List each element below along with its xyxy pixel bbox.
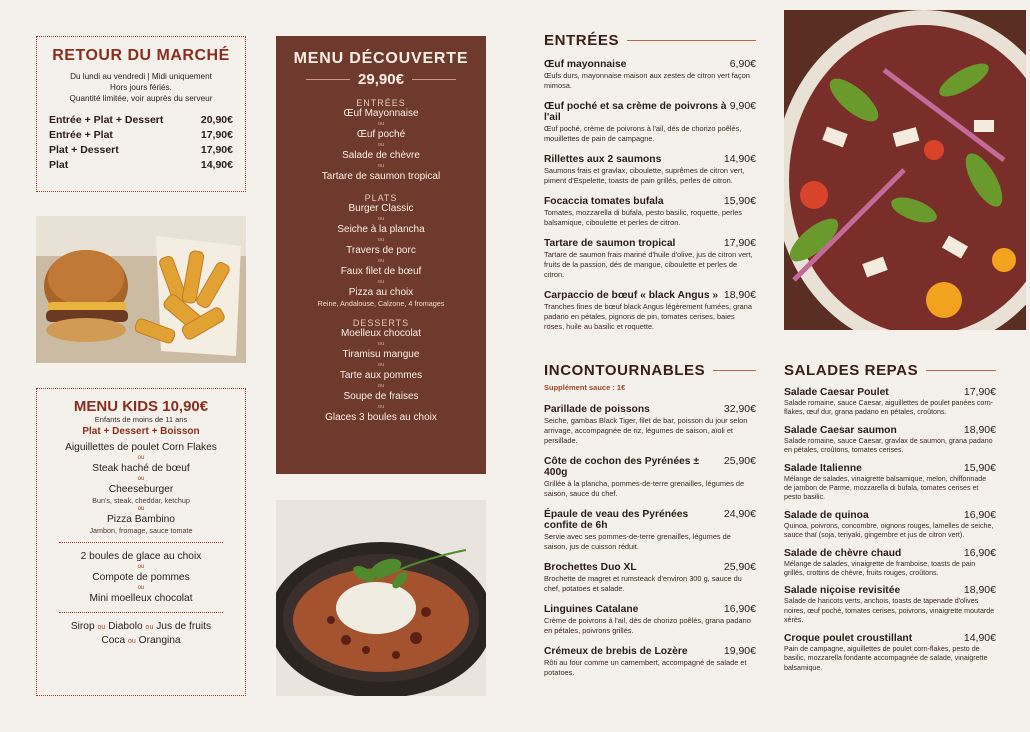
entry-price: 9,90€ <box>729 100 756 112</box>
entry-desc: Œufs durs, mayonnaise maison aux zestes de citron vert façon mimosa. <box>544 71 750 90</box>
entry-name: Œuf mayonnaise <box>544 59 627 70</box>
entry-name: Tartare de saumon tropical <box>544 238 676 249</box>
entry-name: Salade de quinoa <box>784 509 869 521</box>
entry-name: Rillettes aux 2 saumons <box>544 154 662 165</box>
retour-row-price: 17,90€ <box>200 144 233 156</box>
entry-price: 17,90€ <box>963 386 996 398</box>
retour-conditions <box>49 71 233 104</box>
ou-separator: ou <box>137 564 145 570</box>
entry-price: 25,90€ <box>723 561 756 573</box>
entry-price: 18,90€ <box>963 423 996 436</box>
kids-main: Cheeseburger <box>108 484 174 495</box>
entry-desc: Pain de campagne, aiguillettes de poulet corn-flakes, pesto de basilic, mozzarella fondante accompagnée de salade, vinaigrette balsamique. <box>784 644 988 672</box>
ou-separator: ou <box>137 506 145 512</box>
retour-row-price: 14,90€ <box>200 159 233 171</box>
ou-separator: ou <box>377 237 385 243</box>
menu-entry <box>544 645 756 678</box>
retour-du-marche-box <box>36 36 246 192</box>
ou-separator: ou <box>377 258 385 264</box>
ou-separator: ou <box>137 476 145 482</box>
ou-separator: ou <box>377 216 385 222</box>
entry-price: 24,90€ <box>723 508 756 520</box>
menu-entry <box>544 455 756 499</box>
entry-name: Crémeux de brebis de Lozère <box>544 646 688 657</box>
decouverte-price: 29,90€ <box>358 71 404 88</box>
ou-separator: ou <box>377 142 385 148</box>
decouverte-item: Tiramisu mangue <box>342 349 420 360</box>
menu-entry <box>784 386 996 418</box>
menu-entry <box>784 424 996 456</box>
decouverte-item: Soupe de fraises <box>343 391 419 402</box>
entry-name: Épaule de veau des Pyrénées confite de 6h <box>544 509 689 531</box>
entry-name: Salade niçoise revisitée <box>784 585 901 597</box>
retour-row-price: 17,90€ <box>200 129 233 141</box>
entry-name: Salade Italienne <box>784 462 862 474</box>
decorative-rule <box>306 79 350 80</box>
decouverte-section-plats: PLATS <box>364 193 398 203</box>
ou-separator: ou <box>137 455 145 461</box>
retour-row <box>49 113 233 128</box>
entry-name: Œuf poché et sa crème de poivrons à l'ail <box>544 101 727 123</box>
entry-name: Salade Caesar Poulet <box>784 387 889 398</box>
retour-row-label: Entrée + Plat + Dessert <box>49 114 164 126</box>
incontournables-list <box>544 403 756 687</box>
decouverte-item: Faux filet de bœuf <box>340 266 422 277</box>
kids-dessert: 2 boules de glace au choix <box>80 551 202 562</box>
decouverte-item: Œuf Mayonnaise <box>343 108 419 119</box>
entry-desc: Tartare de saumon frais mariné d'huile d'olive, jus de citron vert, fruits de la passion, dés de mangue, ciboulette et perles de citron. <box>544 250 753 279</box>
entry-price: 15,90€ <box>963 461 996 474</box>
menu-entry <box>544 403 756 446</box>
entry-price: 18,90€ <box>723 289 756 301</box>
kids-title: MENU KIDS 10,90€ <box>73 398 209 415</box>
menu-entry <box>544 58 756 91</box>
ou-separator: ou <box>377 279 385 285</box>
entrees-list <box>544 58 756 341</box>
decouverte-title: MENU DÉCOUVERTE <box>293 50 469 67</box>
entry-price: 32,90€ <box>723 403 756 415</box>
decouverte-item: Pizza au choix <box>348 287 414 298</box>
entry-price: 19,90€ <box>723 645 756 657</box>
decouverte-item: Tartare de saumon tropical <box>321 171 441 182</box>
heading-rule <box>713 370 756 371</box>
entry-desc: Grillée à la plancha, pommes-de-terre grenailles, légumes de saison, sauce du chef. <box>544 479 745 498</box>
menu-entry <box>544 153 756 186</box>
retour-line-1: Du lundi au vendredi | Midi uniquement <box>70 72 212 81</box>
entry-name: Carpaccio de bœuf « black Angus » <box>544 290 719 301</box>
retour-line-3: Quantité limitée, voir auprès du serveur <box>69 94 213 103</box>
entry-desc: Salade de haricots verts, anchois, toasts de tapenade d'olives noires, œuf poché, tomates cerises, poivrons, vinaigrette moutarde xérès. <box>784 597 995 625</box>
entry-price: 25,90€ <box>723 455 756 467</box>
entry-desc: Quinoa, poivrons, concombre, oignons rouges, lamelles de seiche, sauce thaï (soja, teriyaki, gingembre et jus de citron vert). <box>784 521 994 540</box>
entry-price: 17,90€ <box>723 237 756 249</box>
kids-drink: Orangina <box>138 635 181 646</box>
kids-main: Pizza Bambino <box>107 514 175 525</box>
decouverte-section-desserts: DESSERTS <box>352 318 410 328</box>
entry-name: Brochettes Duo XL <box>544 562 637 573</box>
kids-drink: Coca <box>101 635 126 646</box>
menu-entry <box>784 509 996 541</box>
salades-title: SALADES REPAS <box>784 362 919 379</box>
incontournables-title: INCONTOURNABLES <box>544 362 706 379</box>
entry-price: 14,90€ <box>963 631 996 644</box>
divider <box>59 542 223 543</box>
kids-drink: Sirop <box>70 621 95 632</box>
menu-entry <box>544 289 756 332</box>
kids-main-desc: Jambon, fromage, sauce tomate <box>89 526 193 535</box>
kids-drinks-line-2 <box>45 634 237 648</box>
menu-entry <box>784 632 996 673</box>
menu-entry <box>784 584 996 625</box>
entry-price: 15,90€ <box>723 195 756 207</box>
entry-desc: Brochette de magret et rumsteack d'environ 300 g, sauce du chef, potatoes et salade. <box>544 574 742 593</box>
retour-row <box>49 143 233 158</box>
decouverte-item: Salade de chèvre <box>342 150 420 161</box>
menu-entry <box>544 561 756 594</box>
retour-row-label: Plat <box>49 159 69 171</box>
entry-price: 16,90€ <box>963 546 996 559</box>
entry-name: Parillade de poissons <box>544 404 650 415</box>
incontournables-heading <box>544 362 756 379</box>
kids-drinks-line-1 <box>45 620 237 634</box>
divider <box>59 612 223 613</box>
ou-separator: ou <box>377 362 385 368</box>
decouverte-item: Seiche à la plancha <box>337 224 425 235</box>
entrees-heading <box>544 32 756 49</box>
ou-separator: ou <box>377 163 385 169</box>
decouverte-item: Burger Classic <box>348 203 414 214</box>
menu-entry <box>544 237 756 280</box>
salades-list <box>784 386 996 679</box>
heading-rule <box>926 370 996 371</box>
ou-separator: ou <box>377 121 385 127</box>
entry-name: Salade de chèvre chaud <box>784 547 902 559</box>
entry-name: Linguines Catalane <box>544 604 639 615</box>
kids-drink: Diabolo <box>108 621 143 632</box>
entry-desc: Mélange de salades, vinaigrette de framboise, toasts de pain grillés, crottins de chèvre, fruits rouges, croûtons. <box>784 559 976 578</box>
decouverte-price-row <box>286 71 476 88</box>
decouverte-item: Glaces 3 boules au choix <box>325 412 437 423</box>
menu-entry <box>784 462 996 503</box>
menu-entry <box>544 603 756 636</box>
retour-price-list <box>49 113 233 173</box>
ou-separator: ou <box>137 585 145 591</box>
kids-dessert: Mini moelleux chocolat <box>89 593 193 604</box>
kids-age: Enfants de moins de 11 ans <box>94 415 188 424</box>
entry-desc: Seiche, gambas Black Tiger, filet de bar, poisson du jour selon arrivage, accompagnée de riz, légumes de saison, aïoli et persillade. <box>544 416 748 445</box>
entry-price: 6,90€ <box>729 58 756 70</box>
ou-separator: ou <box>97 624 106 631</box>
ou-separator: ou <box>145 624 154 631</box>
kids-drink: Jus de fruits <box>156 621 212 632</box>
decorative-rule <box>412 79 456 80</box>
entry-price: 18,90€ <box>963 584 996 597</box>
entrees-title: ENTRÉES <box>544 32 620 49</box>
menu-entry <box>784 547 996 579</box>
carpaccio-salad-photo <box>784 10 1026 330</box>
retour-row-label: Plat + Dessert <box>49 144 119 156</box>
burger-fries-photo <box>36 216 246 363</box>
kids-main-desc: Bun's, steak, cheddar, ketchup <box>92 496 190 505</box>
entry-desc: Tranches fines de bœuf black Angus légèrement fumées, grana padano en pétales, pignons de pin, tomates cerises, baies roses, huile au basilic et roquette. <box>544 302 753 331</box>
retour-row <box>49 158 233 173</box>
kids-main: Steak haché de bœuf <box>92 463 190 474</box>
supplement-note: Supplément sauce : 1€ <box>544 383 626 392</box>
entry-desc: Rôti au four comme un camembert, accompagné de salade et potatoes. <box>544 658 747 677</box>
retour-row <box>49 128 233 143</box>
ou-separator: ou <box>377 341 385 347</box>
entry-desc: Tomates, mozzarella di bufala, pesto basilic, roquette, perles balsamique, ciboulette et perles de citron. <box>544 208 743 227</box>
decouverte-pizza-desc: Reine, Andalouse, Calzone, 4 fromages <box>317 299 445 308</box>
entry-desc: Œuf poché, crème de poivrons à l'ail, dés de chorizo poêlés, mouillettes de pain de campagne. <box>544 124 742 143</box>
entry-price: 14,90€ <box>723 153 756 165</box>
salades-heading <box>784 362 996 379</box>
entry-desc: Salade romaine, sauce Caesar, gravlax de saumon, grana padano en pétales, croûtons, tomates cerises. <box>784 436 993 455</box>
entry-desc: Saumons frais et gravlax, ciboulette, suprêmes de citron vert, piment d'Espelette, toasts de pain grillés, perles de citron. <box>544 166 745 185</box>
menu-entry <box>544 195 756 228</box>
decouverte-item: Œuf poché <box>356 129 406 140</box>
entry-desc: Servie avec ses pommes-de-terre grenailles, légumes de saison, jus de cuisson réduit. <box>544 532 731 551</box>
cheese-dish-photo <box>276 500 486 696</box>
ou-separator: ou <box>128 638 136 645</box>
retour-line-2: Hors jours fériés. <box>110 83 172 92</box>
ou-separator: ou <box>377 404 385 410</box>
menu-decouverte-box <box>276 36 486 474</box>
decouverte-item: Moelleux chocolat <box>340 328 422 339</box>
retour-title: RETOUR DU MARCHÉ <box>52 47 230 64</box>
menu-entry <box>544 100 756 144</box>
entry-name: Croque poulet croustillant <box>784 632 913 644</box>
entry-name: Salade Caesar saumon <box>784 424 897 436</box>
entry-name: Focaccia tomates bufala <box>544 196 664 207</box>
entry-desc: Salade romaine, sauce Caesar, aiguillettes de poulet panées corn-flakes, œuf dur, grana padano en pétales, croûtons. <box>784 399 994 417</box>
retour-row-label: Entrée + Plat <box>49 129 113 141</box>
entry-price: 16,90€ <box>963 508 996 521</box>
entry-desc: Mélange de salades, vinaigrette balsamique, melon, chiffonnade de jambon de Parme, mozzarella di bufala, tomates cerises et pesto basilic. <box>784 474 987 502</box>
retour-row-price: 20,90€ <box>200 114 233 126</box>
decouverte-section-entrees: ENTRÉES <box>356 98 406 108</box>
kids-pack: Plat + Dessert + Boisson <box>82 426 200 437</box>
heading-rule <box>627 40 756 41</box>
kids-dessert: Compote de pommes <box>92 572 190 583</box>
kids-main: Aiguillettes de poulet Corn Flakes <box>65 442 217 453</box>
entry-price: 16,90€ <box>723 603 756 615</box>
decouverte-item: Tarte aux pommes <box>339 370 423 381</box>
entry-name: Côte de cochon des Pyrénées ± 400g <box>544 456 700 478</box>
entry-desc: Crème de poivrons à l'ail, dés de chorizo poêlés, grana padano en pétales, poivrons grillés. <box>544 616 751 635</box>
ou-separator: ou <box>377 383 385 389</box>
menu-kids-box <box>36 388 246 696</box>
decouverte-item: Travers de porc <box>346 245 416 256</box>
menu-entry <box>544 508 756 552</box>
